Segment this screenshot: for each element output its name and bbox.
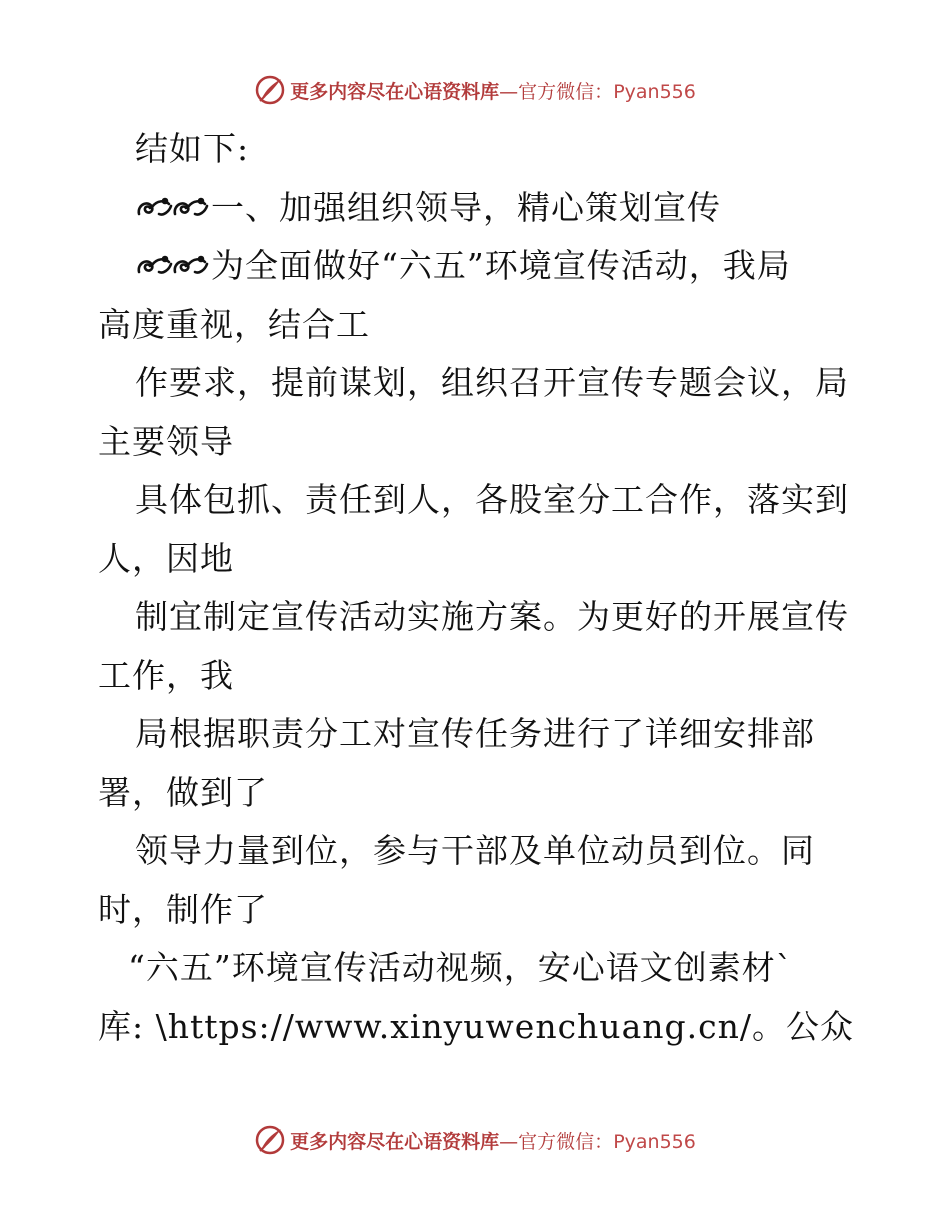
text-line: 制宜制定宣传活动实施方案。为更好的开展宣传	[135, 597, 849, 636]
text-line: 结如下:	[135, 129, 250, 168]
text-line: 署，做到了	[98, 772, 268, 812]
text-line: 领导力量到位，参与干部及单位动员到位。同	[135, 831, 815, 870]
watermark-text: 更多内容尽在心语资料库—官方微信：Pyan556	[290, 1130, 696, 1153]
text-line: 具体包抓、责任到人，各股室分工合作，落实到	[135, 480, 849, 519]
watermark-text: 更多内容尽在心语资料库—官方微信：Pyan556	[290, 80, 696, 103]
quill-logo-icon	[254, 74, 286, 106]
section-heading: 一、加强组织领导，精心策划宣传	[98, 179, 858, 238]
text-line: 工作，我	[98, 655, 234, 695]
text-line: 时，制作了	[98, 889, 268, 929]
quill-logo-icon	[254, 1124, 286, 1156]
fleuron-icon	[135, 250, 211, 280]
text-line: 人，因地	[98, 538, 234, 578]
text-line: 库: \https://www.xinyuwenchuang.cn/。公众	[98, 1006, 854, 1046]
footer-watermark	[0, 1120, 950, 1160]
text-line: 为全面做好“六五”环境宣传活动，我局	[98, 237, 858, 296]
text-line: 主要领导	[98, 421, 234, 461]
fleuron-icon	[135, 192, 211, 222]
text-line: 作要求，提前谋划，组织召开宣传专题会议，局	[135, 363, 849, 402]
document-body	[98, 120, 858, 1056]
text-line: “六五”环境宣传活动视频，安心语文创素材`	[128, 948, 794, 987]
text-line: 局根据职责分工对宣传任务进行了详细安排部	[135, 714, 815, 753]
text-line: 高度重视，结合工	[98, 304, 370, 344]
header-watermark	[0, 70, 950, 110]
